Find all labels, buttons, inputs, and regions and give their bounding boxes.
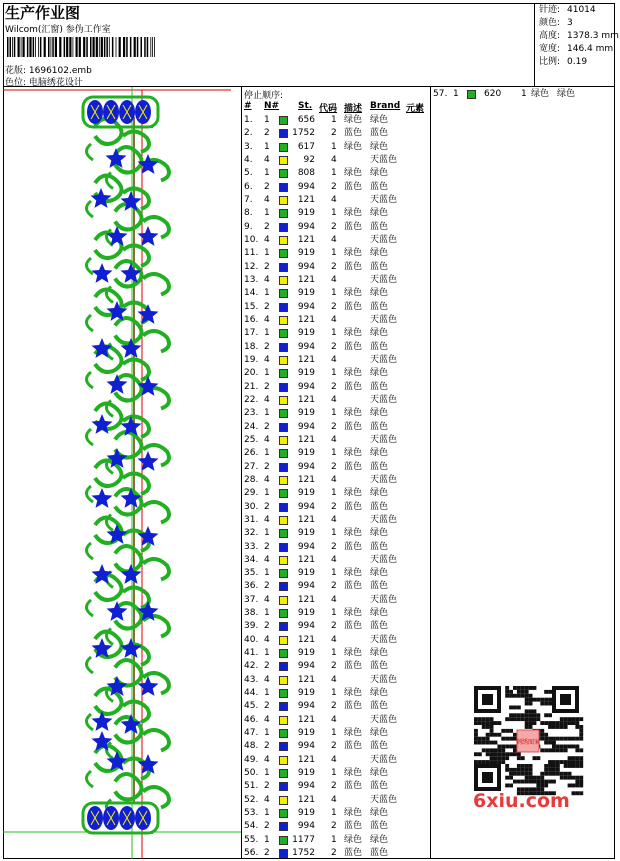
sequence-row: 42. 2 994 2 蓝色 蓝色: [244, 661, 389, 672]
sequence-row: 44. 1 919 1 绿色 绿色: [244, 688, 389, 699]
sequence-row: 16. 4 121 4 天蓝色: [244, 314, 398, 325]
color-swatch: [279, 756, 288, 765]
sequence-row: 38. 1 919 1 绿色 绿色: [244, 608, 389, 619]
vine-leaf: [86, 486, 93, 502]
sequence-row: 15. 2 994 2 蓝色 蓝色: [244, 301, 389, 312]
color-swatch: [279, 529, 288, 538]
vine-leaf: [86, 771, 93, 787]
sequence-row: 17. 1 919 1 绿色 绿色: [244, 328, 389, 339]
vine-leaf: [86, 600, 93, 616]
sequence-row: 49. 4 121 4 天蓝色: [244, 754, 398, 765]
design-file-label: 花版: 1696102.emb: [5, 66, 92, 76]
color-swatch: [279, 676, 288, 685]
color-swatch: [279, 489, 288, 498]
sequence-row: 14. 1 919 1 绿色 绿色: [244, 288, 389, 299]
sequence-row: 53. 1 919 1 绿色 绿色: [244, 808, 389, 819]
color-swatch: [279, 822, 288, 831]
sequence-row: 34. 4 121 4 天蓝色: [244, 554, 398, 565]
sequence-row: 20. 1 919 1 绿色 绿色: [244, 368, 389, 379]
color-swatch: [279, 649, 288, 658]
color-swatch: [279, 543, 288, 552]
header-num: #: [244, 101, 252, 111]
star-motif: [138, 451, 159, 471]
color-scheme-label: 色位: 电脑绣花设计: [5, 78, 83, 88]
sequence-row: 52. 4 121 4 天蓝色: [244, 794, 398, 805]
color-swatch: [279, 116, 288, 125]
color-swatch: [279, 276, 288, 285]
color-swatch: [279, 836, 288, 845]
vine-leaf: [86, 657, 93, 673]
sequence-row: 46. 4 121 4 天蓝色: [244, 714, 398, 725]
header-code: 代码: [319, 104, 338, 114]
sequence-row: 6. 2 994 2 蓝色 蓝色: [244, 181, 389, 192]
sequence-row: 27. 2 994 2 蓝色 蓝色: [244, 461, 389, 472]
sequence-row: 35. 1 919 1 绿色 绿色: [244, 568, 389, 579]
sequence-row: 56. 2 1752 2 蓝色 蓝色: [244, 848, 389, 859]
sequence-row: 3. 1 617 1 绿色 绿色: [244, 141, 389, 152]
qr-code-image: [470, 682, 585, 802]
stop-sequence-list: [243, 114, 431, 860]
sequence-row: 25. 4 121 4 天蓝色: [244, 434, 398, 445]
sequence-row: 12. 2 994 2 蓝色 蓝色: [244, 261, 389, 272]
watermark-logo: 6xiu.com: [473, 790, 570, 812]
color-swatch: [279, 769, 288, 778]
sequence-row: 31. 4 121 4 天蓝色: [244, 514, 398, 525]
color-swatch: [467, 90, 476, 99]
sequence-row: 45. 2 994 2 蓝色 蓝色: [244, 701, 389, 712]
sequence-row: 5. 1 808 1 绿色 绿色: [244, 168, 389, 179]
sequence-row: 22. 4 121 4 天蓝色: [244, 394, 398, 405]
vine-leaf: [86, 144, 93, 160]
software-label: Wilcom(汇窗) 参伪工作室: [5, 25, 111, 35]
color-swatch: [279, 516, 288, 525]
sequence-row: 33. 2 994 2 蓝色 蓝色: [244, 541, 389, 552]
header-brand: Brand: [370, 101, 401, 111]
sequence-row: 2. 2 1752 2 蓝色 蓝色: [244, 128, 389, 139]
color-swatch: [279, 196, 288, 205]
sequence-row: 9. 2 994 2 蓝色 蓝色: [244, 221, 389, 232]
star-motif: [92, 488, 113, 508]
vine-swirl: [115, 318, 142, 344]
color-swatch: [279, 129, 288, 138]
sequence-row: 55. 1 1177 1 绿色 绿色: [244, 834, 389, 845]
color-swatch: [279, 796, 288, 805]
color-swatch: [279, 662, 288, 671]
color-swatch: [279, 223, 288, 232]
stat-scale: 比例: 0.19: [539, 57, 588, 67]
color-swatch: [279, 449, 288, 458]
sequence-row: 28. 4 121 4 天蓝色: [244, 474, 398, 485]
color-swatch: [279, 396, 288, 405]
sequence-row: 29. 1 919 1 绿色 绿色: [244, 488, 389, 499]
color-swatch: [279, 716, 288, 725]
color-swatch: [279, 556, 288, 565]
stat-stitches: 针迹: 41014: [539, 5, 596, 15]
sequence-row: 40. 4 121 4 天蓝色: [244, 634, 398, 645]
vine-swirl: [95, 460, 122, 486]
sequence-row: 26. 1 919 1 绿色 绿色: [244, 448, 389, 459]
color-swatch: [279, 343, 288, 352]
sequence-header: [243, 101, 431, 113]
color-swatch: [279, 622, 288, 631]
column-divider-left: [241, 86, 242, 859]
color-swatch: [279, 236, 288, 245]
stat-height: 高度: 1378.3 mm: [539, 31, 619, 41]
sequence-row: 1. 1 656 1 绿色 绿色: [244, 115, 389, 125]
header-desc: 描述: [344, 104, 363, 114]
color-swatch: [279, 849, 288, 858]
color-swatch: [279, 569, 288, 578]
color-swatch: [279, 582, 288, 591]
sequence-row: 11. 1 919 1 绿色 绿色: [244, 248, 389, 259]
color-swatch: [279, 383, 288, 392]
color-swatch: [279, 156, 288, 165]
sequence-row: 41. 1 919 1 绿色 绿色: [244, 648, 389, 659]
stats-panel: [534, 4, 619, 86]
vine-leaf: [86, 429, 93, 445]
sequence-row: 10. 4 121 4 天蓝色: [244, 234, 398, 245]
color-swatch: [279, 289, 288, 298]
sequence-row: 18. 2 994 2 蓝色 蓝色: [244, 341, 389, 352]
color-swatch: [279, 356, 288, 365]
header-stitches: St.: [298, 101, 313, 111]
stat-width: 宽度: 146.4 mm: [539, 44, 614, 54]
color-swatch: [279, 609, 288, 618]
color-swatch: [279, 303, 288, 312]
color-swatch: [279, 463, 288, 472]
color-swatch: [279, 369, 288, 378]
vine-leaf: [86, 315, 93, 331]
star-motif: [92, 263, 113, 283]
color-swatch: [279, 729, 288, 738]
vine-swirl: [143, 274, 169, 295]
sequence-row: 30. 2 994 2 蓝色 蓝色: [244, 501, 389, 512]
color-swatch: [279, 436, 288, 445]
vine-leaf: [86, 543, 93, 559]
star-motif: [121, 638, 142, 658]
sequence-row: 48. 2 994 2 蓝色 蓝色: [244, 741, 389, 752]
color-swatch: [279, 476, 288, 485]
sequence-row: 51. 2 994 2 蓝色 蓝色: [244, 781, 389, 792]
color-swatch: [279, 183, 288, 192]
page-title: 生产作业图: [5, 4, 81, 22]
vine-leaf: [86, 714, 93, 730]
vine-leaf: [86, 201, 93, 217]
color-swatch: [279, 423, 288, 432]
extra-sequence-row: 57. 1 620 1 绿色 绿色: [433, 89, 576, 99]
color-swatch: [279, 742, 288, 751]
vine-swirl: [143, 559, 169, 580]
sequence-row: 47. 1 919 1 绿色 绿色: [244, 728, 389, 739]
sequence-row: 32. 1 919 1 绿色 绿色: [244, 528, 389, 539]
color-swatch: [279, 503, 288, 512]
sequence-row: 13. 4 121 4 天蓝色: [244, 274, 398, 285]
sequence-row: 54. 2 994 2 蓝色 蓝色: [244, 821, 389, 832]
star-motif: [138, 226, 159, 246]
color-swatch: [279, 809, 288, 818]
color-swatch: [279, 702, 288, 711]
color-swatch: [279, 782, 288, 791]
sequence-row: 7. 4 121 4 天蓝色: [244, 194, 398, 205]
color-swatch: [279, 249, 288, 258]
sequence-row: 37. 4 121 4 天蓝色: [244, 594, 398, 605]
star-motif: [91, 188, 112, 208]
vine-swirl: [143, 331, 169, 352]
color-swatch: [279, 263, 288, 272]
vine-swirl: [115, 774, 142, 800]
stop-sequence-title: 停止顺序:: [244, 91, 284, 101]
vine-swirl: [115, 546, 142, 572]
star-motif: [121, 191, 142, 211]
color-swatch: [279, 596, 288, 605]
vine-swirl: [143, 730, 169, 751]
sequence-row: 19. 4 121 4 天蓝色: [244, 354, 398, 365]
stat-colors: 颜色: 3: [539, 18, 573, 28]
sequence-row: 21. 2 994 2 蓝色 蓝色: [244, 381, 389, 392]
color-swatch: [279, 636, 288, 645]
embroidery-design-preview: [3, 87, 241, 859]
vine-leaf: [86, 372, 93, 388]
header-needle: N#: [264, 101, 280, 111]
color-swatch: [279, 316, 288, 325]
sequence-row: 36. 2 994 2 蓝色 蓝色: [244, 581, 389, 592]
barcode-image: [7, 37, 157, 57]
sequence-row: 8. 1 919 1 绿色 绿色: [244, 208, 389, 219]
vine-leaf: [86, 258, 93, 274]
sequence-row: 50. 1 919 1 绿色 绿色: [244, 768, 389, 779]
sequence-row: 39. 2 994 2 蓝色 蓝色: [244, 621, 389, 632]
sequence-row: 4. 4 92 4 天蓝色: [244, 154, 398, 165]
sequence-row: 43. 4 121 4 天蓝色: [244, 674, 398, 685]
sequence-row: 24. 2 994 2 蓝色 蓝色: [244, 421, 389, 432]
color-swatch: [279, 209, 288, 218]
vine-swirl: [143, 502, 169, 523]
color-swatch: [279, 143, 288, 152]
watermark-badge: 刺绣图案: [515, 739, 541, 746]
color-swatch: [279, 409, 288, 418]
header-element: 元素: [406, 104, 425, 114]
color-swatch: [279, 169, 288, 178]
color-swatch: [279, 689, 288, 698]
sequence-row: 23. 1 919 1 绿色 绿色: [244, 408, 389, 419]
color-swatch: [279, 329, 288, 338]
vine-swirl: [143, 616, 169, 637]
